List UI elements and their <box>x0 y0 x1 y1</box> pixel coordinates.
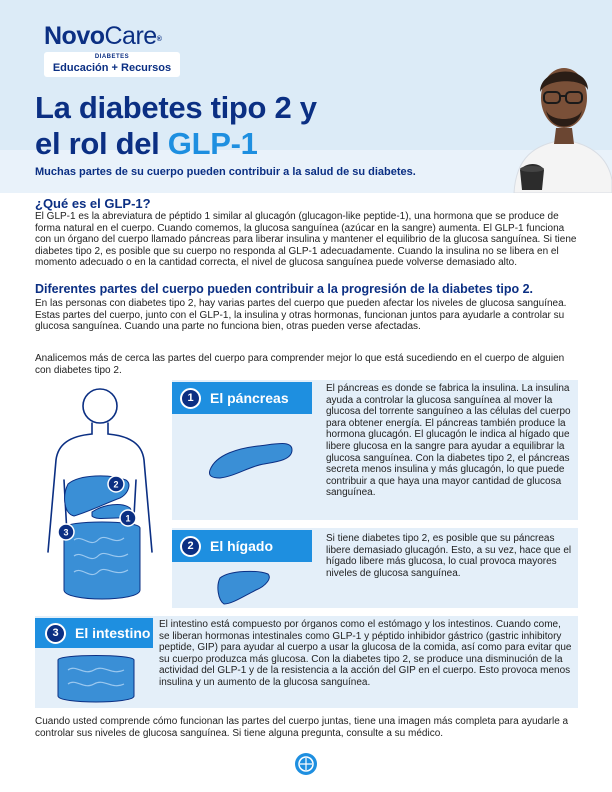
novocare-emblem-icon <box>294 752 318 776</box>
intestine-icon <box>54 652 138 706</box>
section-body-analysis: Analicemos más de cerca las partes del cuerpo para comprender mejor lo que está sucediendo en el cuerpo de alguien con diabetes tipo 2. <box>35 353 565 376</box>
body-marker-1-label: 1 <box>125 513 131 524</box>
organ-number-1: 1 <box>180 388 201 409</box>
organ-title-liver: El hígado <box>210 538 273 554</box>
organ-text-pancreas: El páncreas es donde se fabrica la insulina. La insulina ayuda a controlar la glucosa sanguínea al mover la glucosa del torrente sanguíneo a las células del cuerpo para obtener energía. El páncreas también produce la hormona glucagón. El glucagón le indica al hígado que libere glucosa en la sangre para ayudar a equilibrar la glucosa sanguínea. Con la diabetes tipo 2, el páncreas secreta menos insulina y más glucagón, lo que puede contribuir a que haya una mayor cantidad de glucosa sanguínea. <box>326 383 571 499</box>
title-accent: GLP-1 <box>167 126 258 161</box>
logo-novo: Novo <box>44 22 105 50</box>
closing-text: Cuando usted comprende cómo funcionan las partes del cuerpo juntas, tiene una imagen más completa para ayudarle a controlar sus niveles de glucosa sanguínea. Si tiene alguna pregunta, consulte a su médico. <box>35 716 569 739</box>
body-marker-2-label: 2 <box>113 479 119 490</box>
section-body-glp1: El GLP-1 es la abreviatura de péptido 1 similar al glucagón (glucagon-like peptide-1), una hormona que se produce de forma natural en el cuerpo. Cuando comemos, la glucosa sanguínea (azúcar en la sangre) aumenta. El GLP-1 funciona con un órgano del cuerpo llamado páncreas para liberar insulina y mantener el equilibrio de la glucosa sanguínea. Si tiene diabetes tipo 2, es posible que su cuerpo no responda al GLP-1 adecuadamente. Cuando la insulina no se libera en el momento adecuado o en la cantidad correcta, el nivel de glucosa sanguínea puede volverse demasiado alto. <box>35 211 577 269</box>
title-line1: La diabetes tipo 2 y <box>35 90 317 125</box>
organ-title-pancreas: El páncreas <box>210 390 289 406</box>
section-body-progression: En las personas con diabetes tipo 2, hay varias partes del cuerpo que pueden afectar los niveles de glucosa sanguínea. Estas partes del cuerpo, junto con el GLP-1, la insulina y otras hormonas, funcionan juntos para ayudarle a controlar su glucosa sanguínea. Cuando una parte no funciona bien, otras pueden verse afectadas. <box>35 298 567 333</box>
logo-badge-diabetes: DIABETES <box>94 54 130 60</box>
organ-label-pancreas <box>172 382 312 414</box>
person-photo <box>512 40 612 193</box>
body-marker-3-label: 3 <box>63 527 69 538</box>
logo-badge-education: Educación + Recursos <box>52 62 172 74</box>
page-subtitle: Muchas partes de su cuerpo pueden contribuir a la salud de su diabetes. <box>35 166 416 178</box>
logo-wordmark <box>44 22 180 50</box>
novocare-logo <box>44 22 180 77</box>
title-line2 <box>35 126 317 162</box>
section-heading-glp1: ¿Qué es el GLP-1? <box>35 196 151 211</box>
organ-number-3: 3 <box>45 623 66 644</box>
organ-label-intestine <box>35 618 153 648</box>
organ-text-liver: Si tiene diabetes tipo 2, es posible que su páncreas libere demasiado glucagón. Esto, a su vez, hace que el hígado libere más glucosa, lo cual provoca mayores niveles de glucosa sanguínea. <box>326 533 572 579</box>
logo-badge <box>44 52 180 77</box>
logo-reg: ® <box>156 36 162 43</box>
organ-title-intestine: El intestino <box>75 625 151 641</box>
logo-care: Care <box>104 22 157 50</box>
organ-text-intestine: El intestino está compuesto por órganos como el estómago y los intestinos. Cuando come, se liberan hormonas intestinales como GLP-1 y péptido inhibidor gástrico (gastric inhibitory peptide, GIP) para ayudar al cuerpo a usar la glucosa de la comida, así como para evitar que su cuerpo produzca más glucosa. Con la diabetes tipo 2, se produce una disminución de la actividad del GLP-1 y de la resistencia a la acción del GIP en el cuerpo. Esto provoca menos insulina y un aumento de la glucosa sanguínea. <box>159 619 572 688</box>
page-title <box>35 90 317 162</box>
organ-number-2: 2 <box>180 536 201 557</box>
body-illustration <box>30 380 170 612</box>
organ-label-liver <box>172 530 312 562</box>
section-heading-progression: Diferentes partes del cuerpo pueden contribuir a la progresión de la diabetes tipo 2. <box>35 282 534 296</box>
title-line2-prefix: el rol del <box>35 126 168 161</box>
liver-icon <box>216 568 272 606</box>
pancreas-icon <box>206 432 296 480</box>
